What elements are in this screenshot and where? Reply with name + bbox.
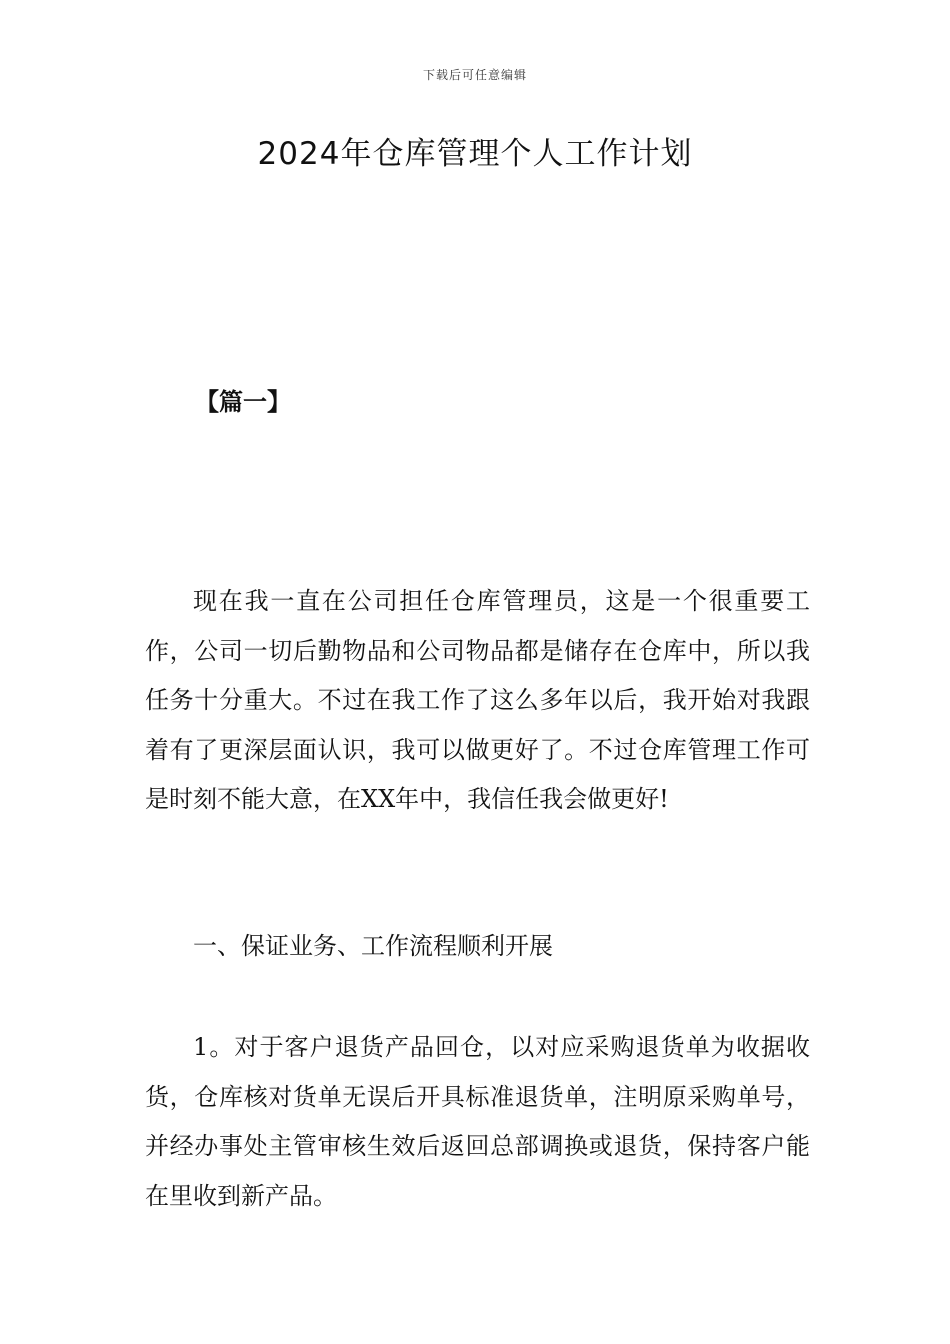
section-heading: 一、保证业务、工作流程顺利开展: [193, 932, 553, 960]
intro-paragraph: 现在我一直在公司担任仓库管理员，这是一个很重要工作，公司一切后勤物品和公司物品都是储存在仓库中，所以我任务十分重大。不过在我工作了这么多年以后，我开始对我跟着有了更深层面认识，我可以做更好了。不过仓库管理工作可是时刻不能大意，在XX年中，我信任我会做更好!: [145, 587, 810, 813]
section-mark: 【篇一】: [195, 387, 291, 416]
page-title: 2024年仓库管理个人工作计划: [257, 136, 693, 172]
list-item-paragraph: 1。对于客户退货产品回仓，以对应采购退货单为收据收货，仓库核对货单无误后开具标准退货单，注明原采购单号，并经办事处主管审核生效后返回总部调换或退货，保持客户能在里收到新产品。: [145, 1033, 810, 1210]
header-note: 下载后可任意编辑: [422, 68, 527, 82]
